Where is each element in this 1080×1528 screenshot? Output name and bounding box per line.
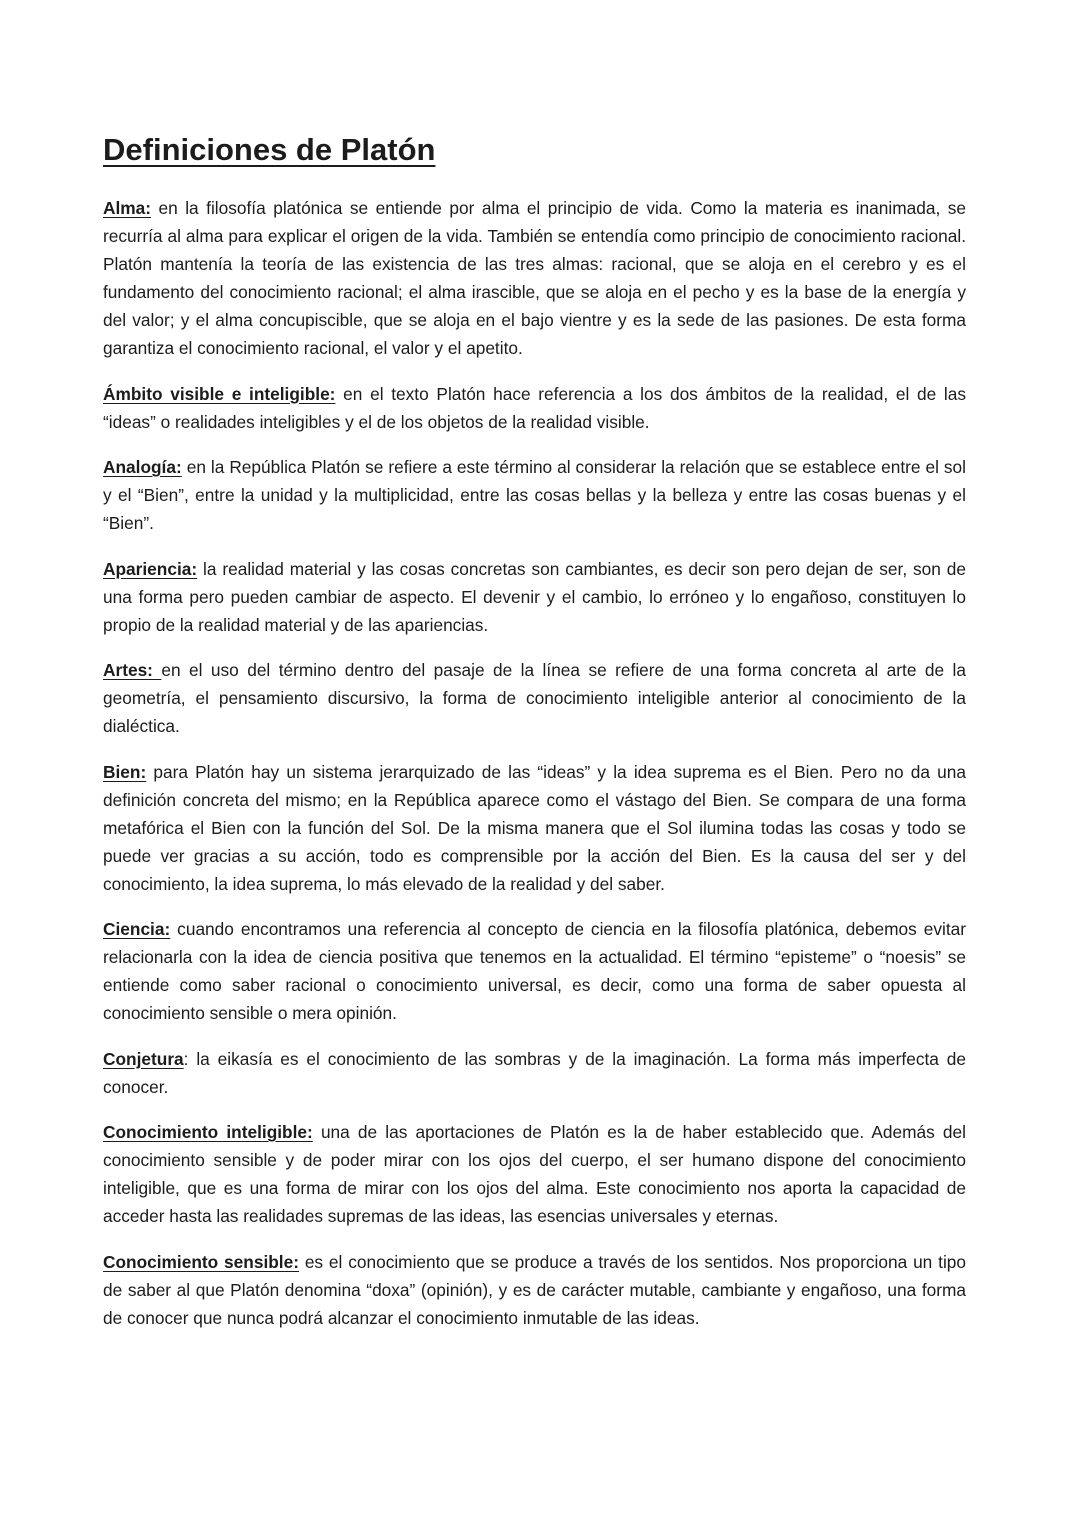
definition-text: es el conocimiento que se produce a través de los sentidos. Nos proporciona un tipo de saber al que Platón denomina “doxa” (opinión), y es de carácter mutable, cambiante y engañoso, una forma de conocer que nunca podrá alcanzar el conocimiento inmutable de las ideas. — [103, 1251, 966, 1328]
definition-text: en la República Platón se refiere a este término al considerar la relación que se establece entre el sol y el “Bien”, entre la unidad y la multiplicidad, entre las cosas bellas y la belleza y entre las cosas buenas y el “Bien”. — [103, 457, 966, 533]
page-title: Definiciones de Platón — [103, 132, 436, 167]
definition-term: Apariencia: — [103, 558, 198, 579]
definition-text: cuando encontramos una referencia al concepto de ciencia en la filosofía platónica, debemos evitar relacionarla con la idea de ciencia positiva que tenemos en la actualidad. El término “episteme” o “noesis” se entiende como saber racional o conocimiento universal, es decir, como una forma de saber opuesta al conocimiento sensible o mera opinión. — [103, 919, 966, 1023]
definition-entry — [103, 194, 966, 362]
definition-entry — [103, 758, 966, 898]
definition-entry — [103, 656, 966, 740]
definition-term: Conocimiento sensible: — [103, 1251, 299, 1272]
definition-term: Ciencia: — [103, 919, 171, 939]
definition-term: Ámbito visible e inteligible: — [103, 383, 336, 404]
definition-entry — [103, 380, 966, 436]
definition-text: en la filosofía platónica se entiende por alma el principio de vida. Como la materia es inanimada, se recurría al alma para explicar el origen de la vida. También se entendía como principio de conocimiento racional. Platón mantenía la teoría de las existencia de las tres almas: racional, que se aloja en el cerebro y es el fundamento del conocimiento racional; el alma irascible, que se aloja en el pecho y es la base de la energía y del valor; y el alma concupiscible, que se aloja en el bajo vientre y es la sede de las pasiones. De esta forma garantiza el conocimiento racional, el valor y el apetito. — [103, 198, 966, 358]
definition-entry — [103, 555, 966, 639]
definition-term: Artes: — [103, 660, 162, 680]
definition-term: Bien: — [103, 761, 147, 782]
definition-text: una de las aportaciones de Platón es la de haber establecido que. Además del conocimiento sensible y de poder mirar con los ojos del cuerpo, el ser humano dispone del conocimiento inteligible, que es una forma de mirar con los ojos del alma. Este conocimiento nos aporta la capacidad de acceder hasta las realidades supremas de las ideas, las esencias universales y eternas. — [103, 1122, 966, 1226]
definition-text: para Platón hay un sistema jerarquizado de las “ideas” y la idea suprema es el Bien. Pero no da una definición concreta del mismo; en la República aparece como el vástago del Bien. Se compara de una forma metafórica el Bien con la función del Sol. De la misma manera que el Sol ilumina todas las cosas y todo se puede ver gracias a su acción, todo es comprensible por la acción del Bien. Es la causa del ser y del conocimiento, la idea suprema, lo más elevado de la realidad y del saber. — [103, 761, 966, 894]
definition-term: Conjetura — [103, 1048, 184, 1069]
definition-entry — [103, 1045, 966, 1101]
definition-term: Alma: — [103, 198, 152, 218]
definition-entry — [103, 1118, 966, 1230]
document-page — [103, 128, 966, 1349]
definition-text: en el texto Platón hace referencia a los dos ámbitos de la realidad, el de las “ideas” o realidades inteligibles y el de los objetos de la realidad visible. — [103, 383, 967, 432]
definition-term: Conocimiento inteligible: — [103, 1122, 313, 1142]
definition-text: : la eikasía es el conocimiento de las sombras y de la imaginación. La forma más imperfecta de conocer. — [103, 1048, 966, 1097]
definition-entry — [103, 453, 966, 537]
definition-term: Analogía: — [103, 457, 182, 477]
definition-text: en el uso del término dentro del pasaje de la línea se refiere de una forma concreta al arte de la geometría, el pensamiento discursivo, la forma de conocimiento inteligible anterior al conocimiento de la dialéctica. — [103, 660, 966, 736]
definition-text: la realidad material y las cosas concretas son cambiantes, es decir son pero dejan de ser, son de una forma pero pueden cambiar de aspecto. El devenir y el cambio, lo erróneo y lo engañoso, constituyen lo propio de la realidad material y de las apariencias. — [103, 558, 966, 635]
definition-entry — [103, 1248, 966, 1332]
definition-entry — [103, 915, 966, 1027]
